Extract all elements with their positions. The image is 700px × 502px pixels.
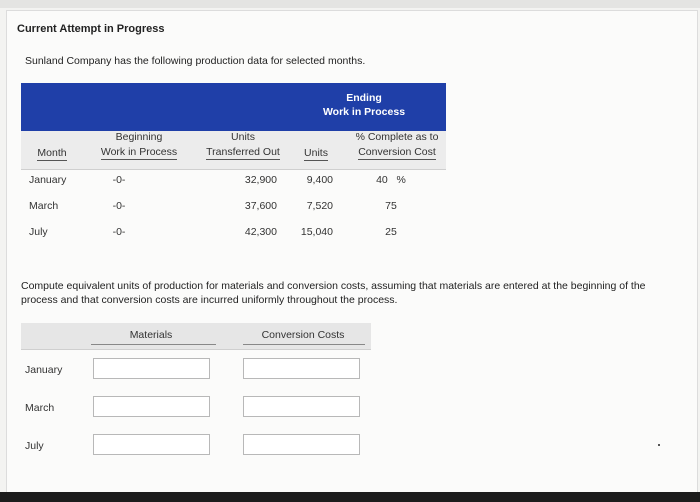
july-materials-input[interactable]	[93, 434, 210, 455]
answer-col-materials: Materials	[129, 329, 173, 341]
col-header-transferred-line1: Units	[231, 131, 255, 143]
ending-wip-group-header	[321, 91, 407, 119]
col-header-pct-line1: % Complete as to	[355, 131, 439, 143]
col-header-month	[23, 146, 81, 161]
col-header-units	[293, 146, 339, 161]
row-march-month: March	[29, 200, 59, 212]
row-july-units: 15,040	[300, 226, 333, 238]
task-instructions: Compute equivalent units of production for materials and conversion costs, assuming that materials are entered at the beginning of the process and that conversion costs are incurred uniformly throughout the process.	[21, 280, 646, 306]
col-header-pct	[347, 130, 447, 160]
window-top-bar	[0, 0, 700, 8]
row-january-pct-value: 40	[376, 174, 388, 186]
row-march-units: 7,520	[306, 200, 333, 212]
july-conversion-input[interactable]	[243, 434, 360, 455]
answer-row-march-label: March	[25, 402, 55, 414]
ending-label-line2: Work in Process	[322, 106, 406, 118]
row-january-pct	[371, 174, 411, 186]
col-header-pct-line2: Conversion Cost	[358, 146, 436, 158]
row-january-beginning: -0-	[112, 174, 126, 186]
january-materials-input[interactable]	[93, 358, 210, 379]
row-january-units: 9,400	[306, 174, 333, 186]
row-march-beginning: -0-	[112, 200, 126, 212]
ending-label-line1: Ending	[346, 92, 382, 104]
answer-row-january-label: January	[25, 364, 63, 376]
row-july-beginning: -0-	[112, 226, 126, 238]
col-header-transferred-line2: Transferred Out	[206, 146, 280, 158]
row-july-month: July	[29, 226, 48, 238]
row-march-pct: 75	[385, 200, 397, 212]
row-january-month: January	[29, 174, 67, 186]
row-january-transferred: 32,900	[244, 174, 277, 186]
question-card	[6, 10, 698, 494]
answer-col-conversion: Conversion Costs	[261, 329, 345, 341]
col-header-beginning-line2: Work in Process	[100, 146, 178, 158]
col-header-month-label: Month	[37, 147, 67, 159]
march-conversion-input[interactable]	[243, 396, 360, 417]
col-header-units-label: Units	[304, 147, 328, 159]
january-conversion-input[interactable]	[243, 358, 360, 379]
materials-header-underline	[91, 344, 216, 345]
stray-dot	[658, 444, 660, 446]
conversion-header-underline	[243, 344, 365, 345]
attempt-status: Current Attempt in Progress	[17, 23, 165, 35]
row-march-transferred: 37,600	[244, 200, 277, 212]
col-header-transferred	[193, 130, 293, 160]
row-july-transferred: 42,300	[244, 226, 277, 238]
row-july-pct: 25	[385, 226, 397, 238]
problem-intro: Sunland Company has the following production data for selected months.	[25, 55, 366, 67]
col-header-beginning-line1: Beginning	[115, 131, 163, 143]
march-materials-input[interactable]	[93, 396, 210, 417]
col-header-beginning	[89, 130, 189, 160]
answer-row-july-label: July	[25, 440, 44, 452]
window-bottom-bar	[0, 492, 700, 502]
row-january-pct-suffix: %	[396, 174, 406, 186]
